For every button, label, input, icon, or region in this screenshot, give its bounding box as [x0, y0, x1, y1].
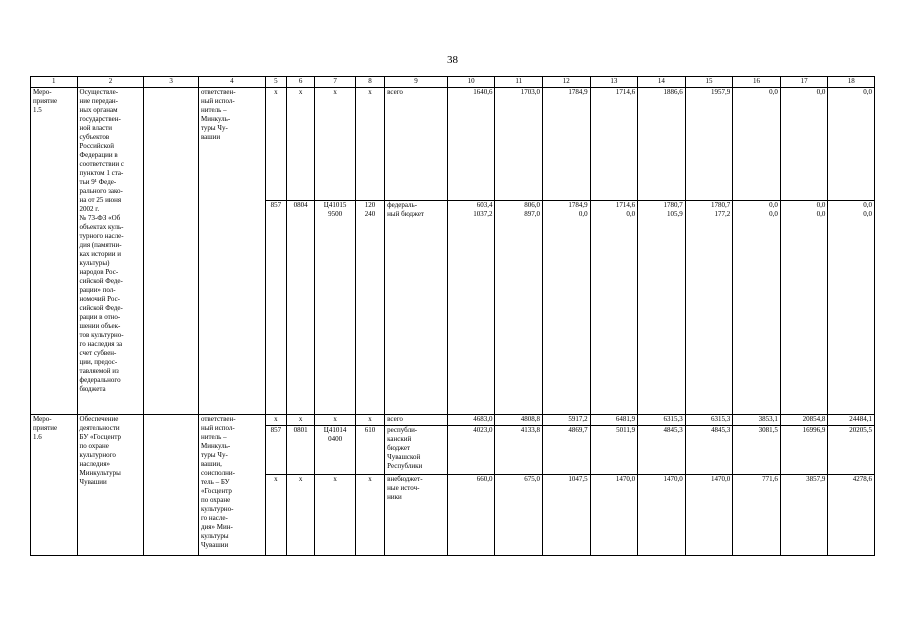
budget-code-cell: 857 — [265, 425, 286, 474]
value-cell: 6315,3 — [685, 415, 733, 426]
measure-executor: ответствен- ный испол- нитель – Минкуль- туры Чу- вашии — [198, 88, 265, 415]
column-header: 3 — [144, 77, 199, 88]
column-header: 7 — [315, 77, 355, 88]
budget-code-cell: x — [315, 415, 355, 426]
column-header: 10 — [447, 77, 495, 88]
column-header: 16 — [733, 77, 781, 88]
budget-code-cell: Ц41014 0400 — [315, 425, 355, 474]
column-header-row — [31, 77, 875, 88]
value-cell: 6481,9 — [590, 415, 638, 426]
budget-code-cell: x — [355, 88, 384, 201]
value-cell: 4683,0 — [447, 415, 495, 426]
value-cell: 24484,1 — [828, 415, 875, 426]
value-cell: 20854,8 — [780, 415, 828, 426]
value-cell: 5917,2 — [543, 415, 591, 426]
value-cell: 675,0 — [495, 475, 543, 556]
budget-code-cell: x — [265, 475, 286, 556]
value-cell: 660,0 — [447, 475, 495, 556]
value-cell: 1703,0 — [495, 88, 543, 201]
column-header: 14 — [638, 77, 686, 88]
value-cell: 20205,5 — [828, 425, 875, 474]
measure-col3 — [144, 88, 199, 415]
value-cell: 0,0 0,0 — [733, 200, 781, 414]
value-cell: 0,0 — [828, 88, 875, 201]
value-cell: 771,6 — [733, 475, 781, 556]
budget-code-cell: x — [315, 475, 355, 556]
value-cell: 16996,9 — [780, 425, 828, 474]
column-header: 18 — [828, 77, 875, 88]
budget-code-cell: x — [287, 415, 315, 426]
table-row — [31, 88, 875, 201]
budget-code-cell: x — [355, 415, 384, 426]
column-header: 9 — [385, 77, 448, 88]
value-cell: 0,0 0,0 — [828, 200, 875, 414]
value-cell: 4845,3 — [638, 425, 686, 474]
measure-name: Осуществле- ние передан- ных органам государствен- ной власти субъектов Российской Федерации в соответствии с пунктом 1 ста- тьи 9¹ Феде- рального зако- на от 25 июня 2002 г. № 73-ФЗ «Об объектах куль- турного насле- дия (памятни- ках истории и культуры) народов Рос- сийской Феде- рации» пол- номочий Рос- сийской Феде- рации в отно- шении объек- тов культурно- го наследия за счет субвен- ции, предос- тавляемой из федерального бюджета — [77, 88, 144, 415]
value-cell: 1780,7 105,9 — [638, 200, 686, 414]
value-cell: 3081,5 — [733, 425, 781, 474]
value-cell: 1470,0 — [638, 475, 686, 556]
budget-code-cell: 610 — [355, 425, 384, 474]
value-cell: 4869,7 — [543, 425, 591, 474]
budget-code-cell: x — [265, 415, 286, 426]
value-cell: 806,0 897,0 — [495, 200, 543, 414]
value-cell: 603,4 1037,2 — [447, 200, 495, 414]
column-header: 15 — [685, 77, 733, 88]
value-cell: 4023,0 — [447, 425, 495, 474]
budget-code-cell: x — [287, 475, 315, 556]
measure-label: Меро- приятие 1.6 — [31, 415, 78, 556]
value-cell: 1047,5 — [543, 475, 591, 556]
budget-table — [30, 76, 875, 556]
value-cell: 3853,1 — [733, 415, 781, 426]
column-header: 6 — [287, 77, 315, 88]
funding-source: федераль- ный бюджет — [385, 200, 448, 414]
column-header: 17 — [780, 77, 828, 88]
value-cell: 3857,9 — [780, 475, 828, 556]
column-header: 12 — [543, 77, 591, 88]
value-cell: 1780,7 177,2 — [685, 200, 733, 414]
value-cell: 1784,9 — [543, 88, 591, 201]
funding-source: всего — [385, 88, 448, 201]
budget-code-cell: x — [287, 88, 315, 201]
budget-code-cell: x — [315, 88, 355, 201]
budget-code-cell: Ц41015 9500 — [315, 200, 355, 414]
column-header: 1 — [31, 77, 78, 88]
funding-source: республи- канский бюджет Чувашской Республики — [385, 425, 448, 474]
measure-label: Меро- приятие 1.5 — [31, 88, 78, 415]
value-cell: 1714,6 — [590, 88, 638, 201]
value-cell: 1640,6 — [447, 88, 495, 201]
budget-code-cell: x — [355, 475, 384, 556]
column-header: 2 — [77, 77, 144, 88]
column-header: 11 — [495, 77, 543, 88]
value-cell: 0,0 — [733, 88, 781, 201]
value-cell: 6315,3 — [638, 415, 686, 426]
value-cell: 4808,8 — [495, 415, 543, 426]
budget-code-cell: 0804 — [287, 200, 315, 414]
value-cell: 5011,9 — [590, 425, 638, 474]
budget-code-cell: 857 — [265, 200, 286, 414]
funding-source: внебюджет- ные источ- ники — [385, 475, 448, 556]
measure-name: Обеспечение деятельности БУ «Госцентр по охране культурного наследия» Минкультуры Чувашии — [77, 415, 144, 556]
column-header: 8 — [355, 77, 384, 88]
budget-code-cell: 120 240 — [355, 200, 384, 414]
value-cell: 0,0 0,0 — [780, 200, 828, 414]
measure-executor: ответствен- ный испол- нитель – Минкуль- туры Чу- вашии, соисполни- тель – БУ «Госцентр по охране культурно- го насле- дия» Мин- культуры Чувашии — [198, 415, 265, 556]
value-cell: 1886,6 — [638, 88, 686, 201]
value-cell: 1470,0 — [590, 475, 638, 556]
column-header: 13 — [590, 77, 638, 88]
value-cell: 1714,6 0,0 — [590, 200, 638, 414]
value-cell: 1957,9 — [685, 88, 733, 201]
value-cell: 4278,6 — [828, 475, 875, 556]
value-cell: 1470,0 — [685, 475, 733, 556]
value-cell: 4133,8 — [495, 425, 543, 474]
budget-code-cell: 0801 — [287, 425, 315, 474]
value-cell: 0,0 — [780, 88, 828, 201]
value-cell: 1784,9 0,0 — [543, 200, 591, 414]
column-header: 4 — [198, 77, 265, 88]
column-header: 5 — [265, 77, 286, 88]
value-cell: 4845,3 — [685, 425, 733, 474]
page-number: 38 — [447, 54, 458, 66]
measure-col3 — [144, 415, 199, 556]
table-row — [31, 415, 875, 426]
budget-code-cell: x — [265, 88, 286, 201]
funding-source: всего — [385, 415, 448, 426]
